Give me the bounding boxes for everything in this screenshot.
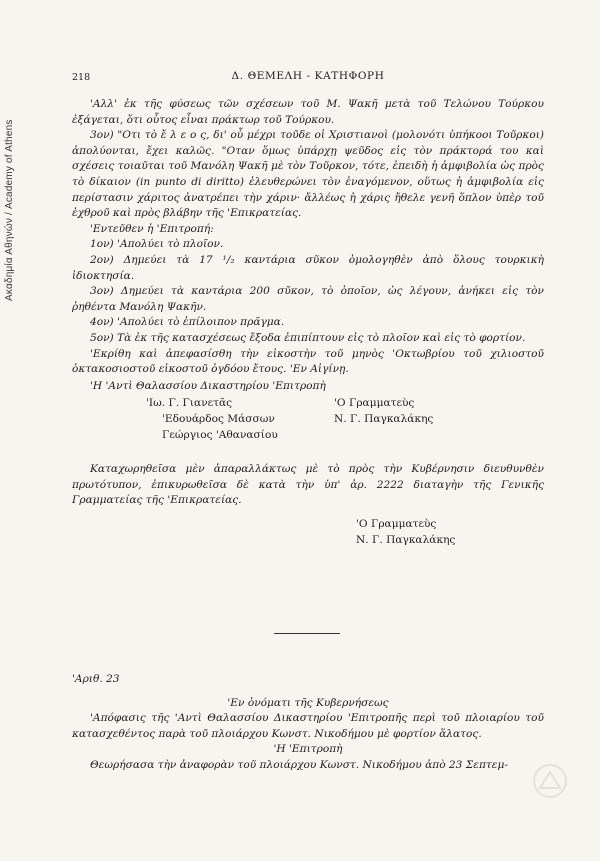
main-text	[72, 97, 544, 549]
invocation-line: 'Εν ὀνόματι τῆς Κυβερνήσεως	[227, 696, 389, 709]
paragraph: 3ον) "Οτι τὸ ἔ λ ε ο ς, δι' οὗ μέχρι τοῦδε οἱ Χριστιανοὶ (μολονότι ὑπήκοοι Τοῦρκοι) ἀπολύονται, ἔχει καλῶς. "Οταν ὅμως ὑπάρχῃ ψεῦδος εἰς τὸν πράκτορά του καὶ σχέσεις τοιαῦται τοῦ Μανόλη Ψακῆ μὲ τὸν Τοῦρκον, τότε, ἐπειδὴ ἡ ἀμφιβολία ὡς πρὸς τὸ δίκαιον (in punto di diritto) ἐλευθερώνει τὸν ἐναγόμενον, οὕτως ἡ ἀμφιβολία εἰς περίστασιν χάριτος ἀνατρέπει τὴν χάριν· ἄλλέως ἡ χάρις ἤθελε γενῆ ὅπλον ὑπὲρ τοῦ ἐχθροῦ καὶ πρὸς βλάβην τῆς 'Επικρατείας.	[72, 129, 544, 220]
paragraph: 5ον) Τὰ ἐκ τῆς κατασχέσεως ἔξοδα ἐπιπίπτουν εἰς τὸ πλοῖον καὶ εἰς τὸ φορτίον.	[90, 331, 526, 344]
secretary-title: 'Ο Γραμματεὺς	[356, 518, 437, 531]
paragraph: 'Εκρίθη καὶ ἀπεφασίσθη τὴν εἰκοστὴν τοῦ μηνὸς 'Οκτωβρίου τοῦ χιλιοστοῦ ὀκτακοσιοστοῦ εἰκοστοῦ ὀγδόου ἔτους. 'Εν Αἰγίνῃ.	[72, 347, 544, 376]
page-header	[72, 70, 544, 86]
paragraph: 'Εντεῦθεν ἡ 'Επιτροπή:	[90, 222, 214, 235]
watermark-emblem-icon	[515, 762, 585, 800]
signatory: 'Εδουάρδος Μάσσων	[162, 413, 275, 426]
paragraph: 2ον) Δημεύει τὰ 17 ¹/₂ καντάρια σῦκον ὁμολογηθὲν ἀπὸ ὅλους τουρκικὴ ἰδιοκτησία.	[72, 253, 544, 282]
running-title: Δ. ΘΕΜΕΛΗ - ΚΑΤΗΦΟΡΗ	[231, 70, 385, 82]
paragraph: 1ον) 'Απολύει τὸ πλοῖον.	[90, 238, 224, 251]
signature-line	[72, 412, 544, 428]
secretary-name: Ν. Γ. Παγκαλάκης	[356, 534, 456, 547]
signature-line	[72, 396, 544, 412]
paragraph: Θεωρήσασα τὴν ἀναφορὰν τοῦ πλοιάρχου Κωνστ. Νικοδήμου ἀπὸ 23 Σεπτεμ-	[90, 758, 508, 771]
second-document	[72, 672, 544, 774]
paragraph: 'Αλλ' ἐκ τῆς φύσεως τῶν σχέσεων τοῦ Μ. Ψακῆ μετὰ τοῦ Τελώνου Τούρκου ἐξάγεται, ὅτι οὗτος εἶναι πράκτωρ τοῦ Τούρκου.	[72, 98, 544, 126]
signature-line	[72, 533, 544, 549]
secretary-title: 'Ο Γραμματεὺς	[334, 397, 415, 410]
signatory: Γεώργιος 'Αθανασίου	[162, 429, 278, 442]
committee-heading: 'Η 'Αντὶ Θαλασσίου Δικαστηρίου 'Επιτροπὴ	[90, 379, 326, 392]
committee-heading: 'Η 'Επιτροπὴ	[273, 743, 343, 756]
document-number: 'Αριθ. 23	[72, 673, 120, 685]
decision-title: 'Απόφασις τῆς 'Αντὶ Θαλασσίου Δικαστηρίου 'Επιτροπῆς περὶ τοῦ πλοιαρίου τοῦ κατασχεθέντος παρὰ τοῦ πλοιάρχου Κωνστ. Νικοδήμου μὲ φορτίον ἅλατος.	[72, 712, 544, 740]
signature-line	[72, 517, 544, 533]
section-divider	[274, 633, 340, 634]
registration-note: Καταχωρηθεῖσα μὲν ἀπαραλλάκτως μὲ τὸ πρὸς τὴν Κυβέρνησιν διευθυνθὲν πρωτότυπον, ἐπικυρωθεῖσα δὲ κατὰ τὴν ὑπ' ἀρ. 2222 διαταγὴν τῆς Γενικῆς Γραμματείας τῆς 'Επικρατείας.	[72, 463, 544, 507]
page-number: 218	[72, 72, 91, 83]
signatory: 'Ιω. Γ. Γιανετᾶς	[146, 397, 233, 410]
signature-line	[72, 428, 544, 444]
paragraph: 3ον) Δημεύει τὰ καντάρια 200 σῦκον, τὸ ὁποῖον, ὡς λέγουν, ἀνήκει εἰς τὸν ῥηθέντα Μανόλη Ψακῆν.	[72, 285, 544, 313]
repository-sidebar-label: Ακαδημία Αθηνών / Academy of Athens	[4, 119, 15, 301]
secretary-name: Ν. Γ. Παγκαλάκης	[334, 413, 434, 426]
paragraph: 4ον) 'Απολύει τὸ ἐπίλοιπον πρᾶγμα.	[90, 316, 285, 329]
